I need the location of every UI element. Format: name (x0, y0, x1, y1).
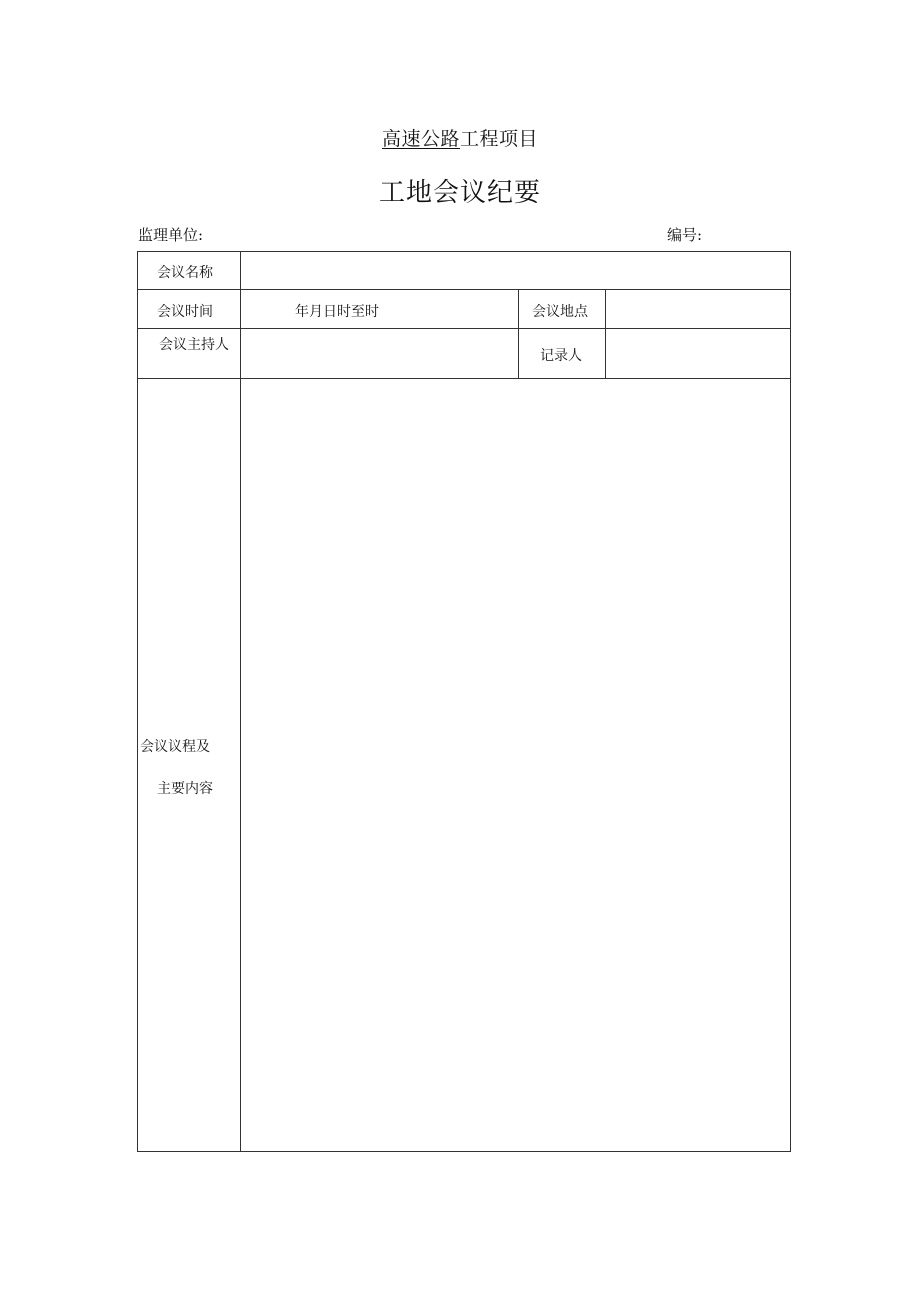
row-divider (138, 328, 790, 329)
meeting-form (137, 251, 791, 1152)
agenda-label-line1: 会议议程及 (140, 739, 210, 755)
host-field[interactable] (248, 337, 510, 371)
meeting-place-label: 会议地点 (532, 304, 588, 320)
agenda-content-field[interactable] (248, 386, 784, 1142)
row-divider (138, 289, 790, 290)
column-divider (518, 289, 519, 378)
meeting-time-field[interactable]: 年月日时至时 (295, 304, 379, 320)
recorder-label: 记录人 (540, 348, 582, 364)
supervisor-label: 监理单位: (138, 226, 204, 244)
column-divider (240, 252, 241, 1151)
document-title: 工地会议纪要 (378, 178, 541, 208)
meeting-name-label: 会议名称 (157, 265, 213, 281)
number-label: 编号: (667, 226, 703, 244)
project-name-underlined: 高速公路 (381, 128, 460, 150)
meeting-time-label: 会议时间 (157, 304, 213, 320)
row-divider (138, 378, 790, 379)
column-divider (605, 289, 606, 378)
project-title (0, 124, 920, 151)
meeting-place-field[interactable] (614, 301, 784, 323)
meeting-name-field[interactable] (248, 262, 778, 284)
agenda-label-line2: 主要内容 (157, 781, 213, 797)
recorder-field[interactable] (614, 337, 784, 371)
host-label: 会议主持人 (159, 337, 229, 353)
project-suffix: 工程项目 (460, 128, 539, 150)
